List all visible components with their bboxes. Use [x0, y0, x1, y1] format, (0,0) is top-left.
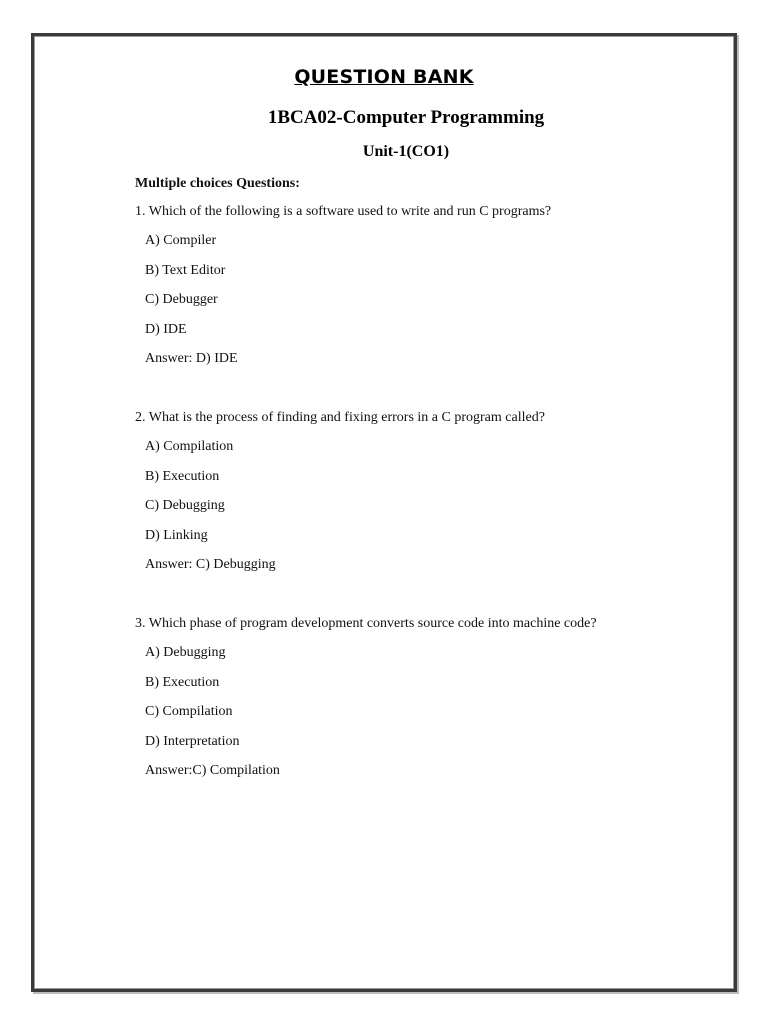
document-title: QUESTION BANK: [294, 66, 474, 88]
question-1: [135, 202, 715, 378]
option-b: B) Text Editor: [145, 262, 226, 278]
question-text: 1. Which of the following is a software used to write and run C programs?: [135, 204, 552, 219]
option-b: B) Execution: [145, 468, 220, 484]
option-a: A) Debugging: [145, 645, 226, 660]
question-3: [135, 614, 715, 790]
answer-text: Answer:C) Compilation: [145, 763, 280, 778]
answer-text: Answer: C) Debugging: [145, 557, 276, 572]
option-a: A) Compiler: [145, 233, 217, 248]
question-list: [135, 174, 715, 820]
section-heading: Multiple choices Questions:: [135, 176, 300, 191]
option-d: D) Linking: [145, 527, 208, 543]
unit-heading: Unit-1(CO1): [362, 143, 450, 160]
question-text: 2. What is the process of finding and fixing errors in a C program called?: [135, 410, 545, 425]
option-b: B) Execution: [145, 674, 220, 690]
option-c: C) Debugger: [145, 292, 218, 307]
option-a: A) Compilation: [145, 439, 234, 454]
course-title: 1BCA02-Computer Programming: [267, 107, 545, 128]
answer-text: Answer: D) IDE: [145, 351, 238, 366]
question-2: [135, 408, 715, 584]
option-c: C) Debugging: [145, 498, 225, 513]
option-d: D) IDE: [145, 321, 187, 337]
question-text: 3. Which phase of program development converts source code into machine code?: [135, 616, 597, 631]
option-c: C) Compilation: [145, 704, 233, 719]
option-d: D) Interpretation: [145, 733, 240, 749]
